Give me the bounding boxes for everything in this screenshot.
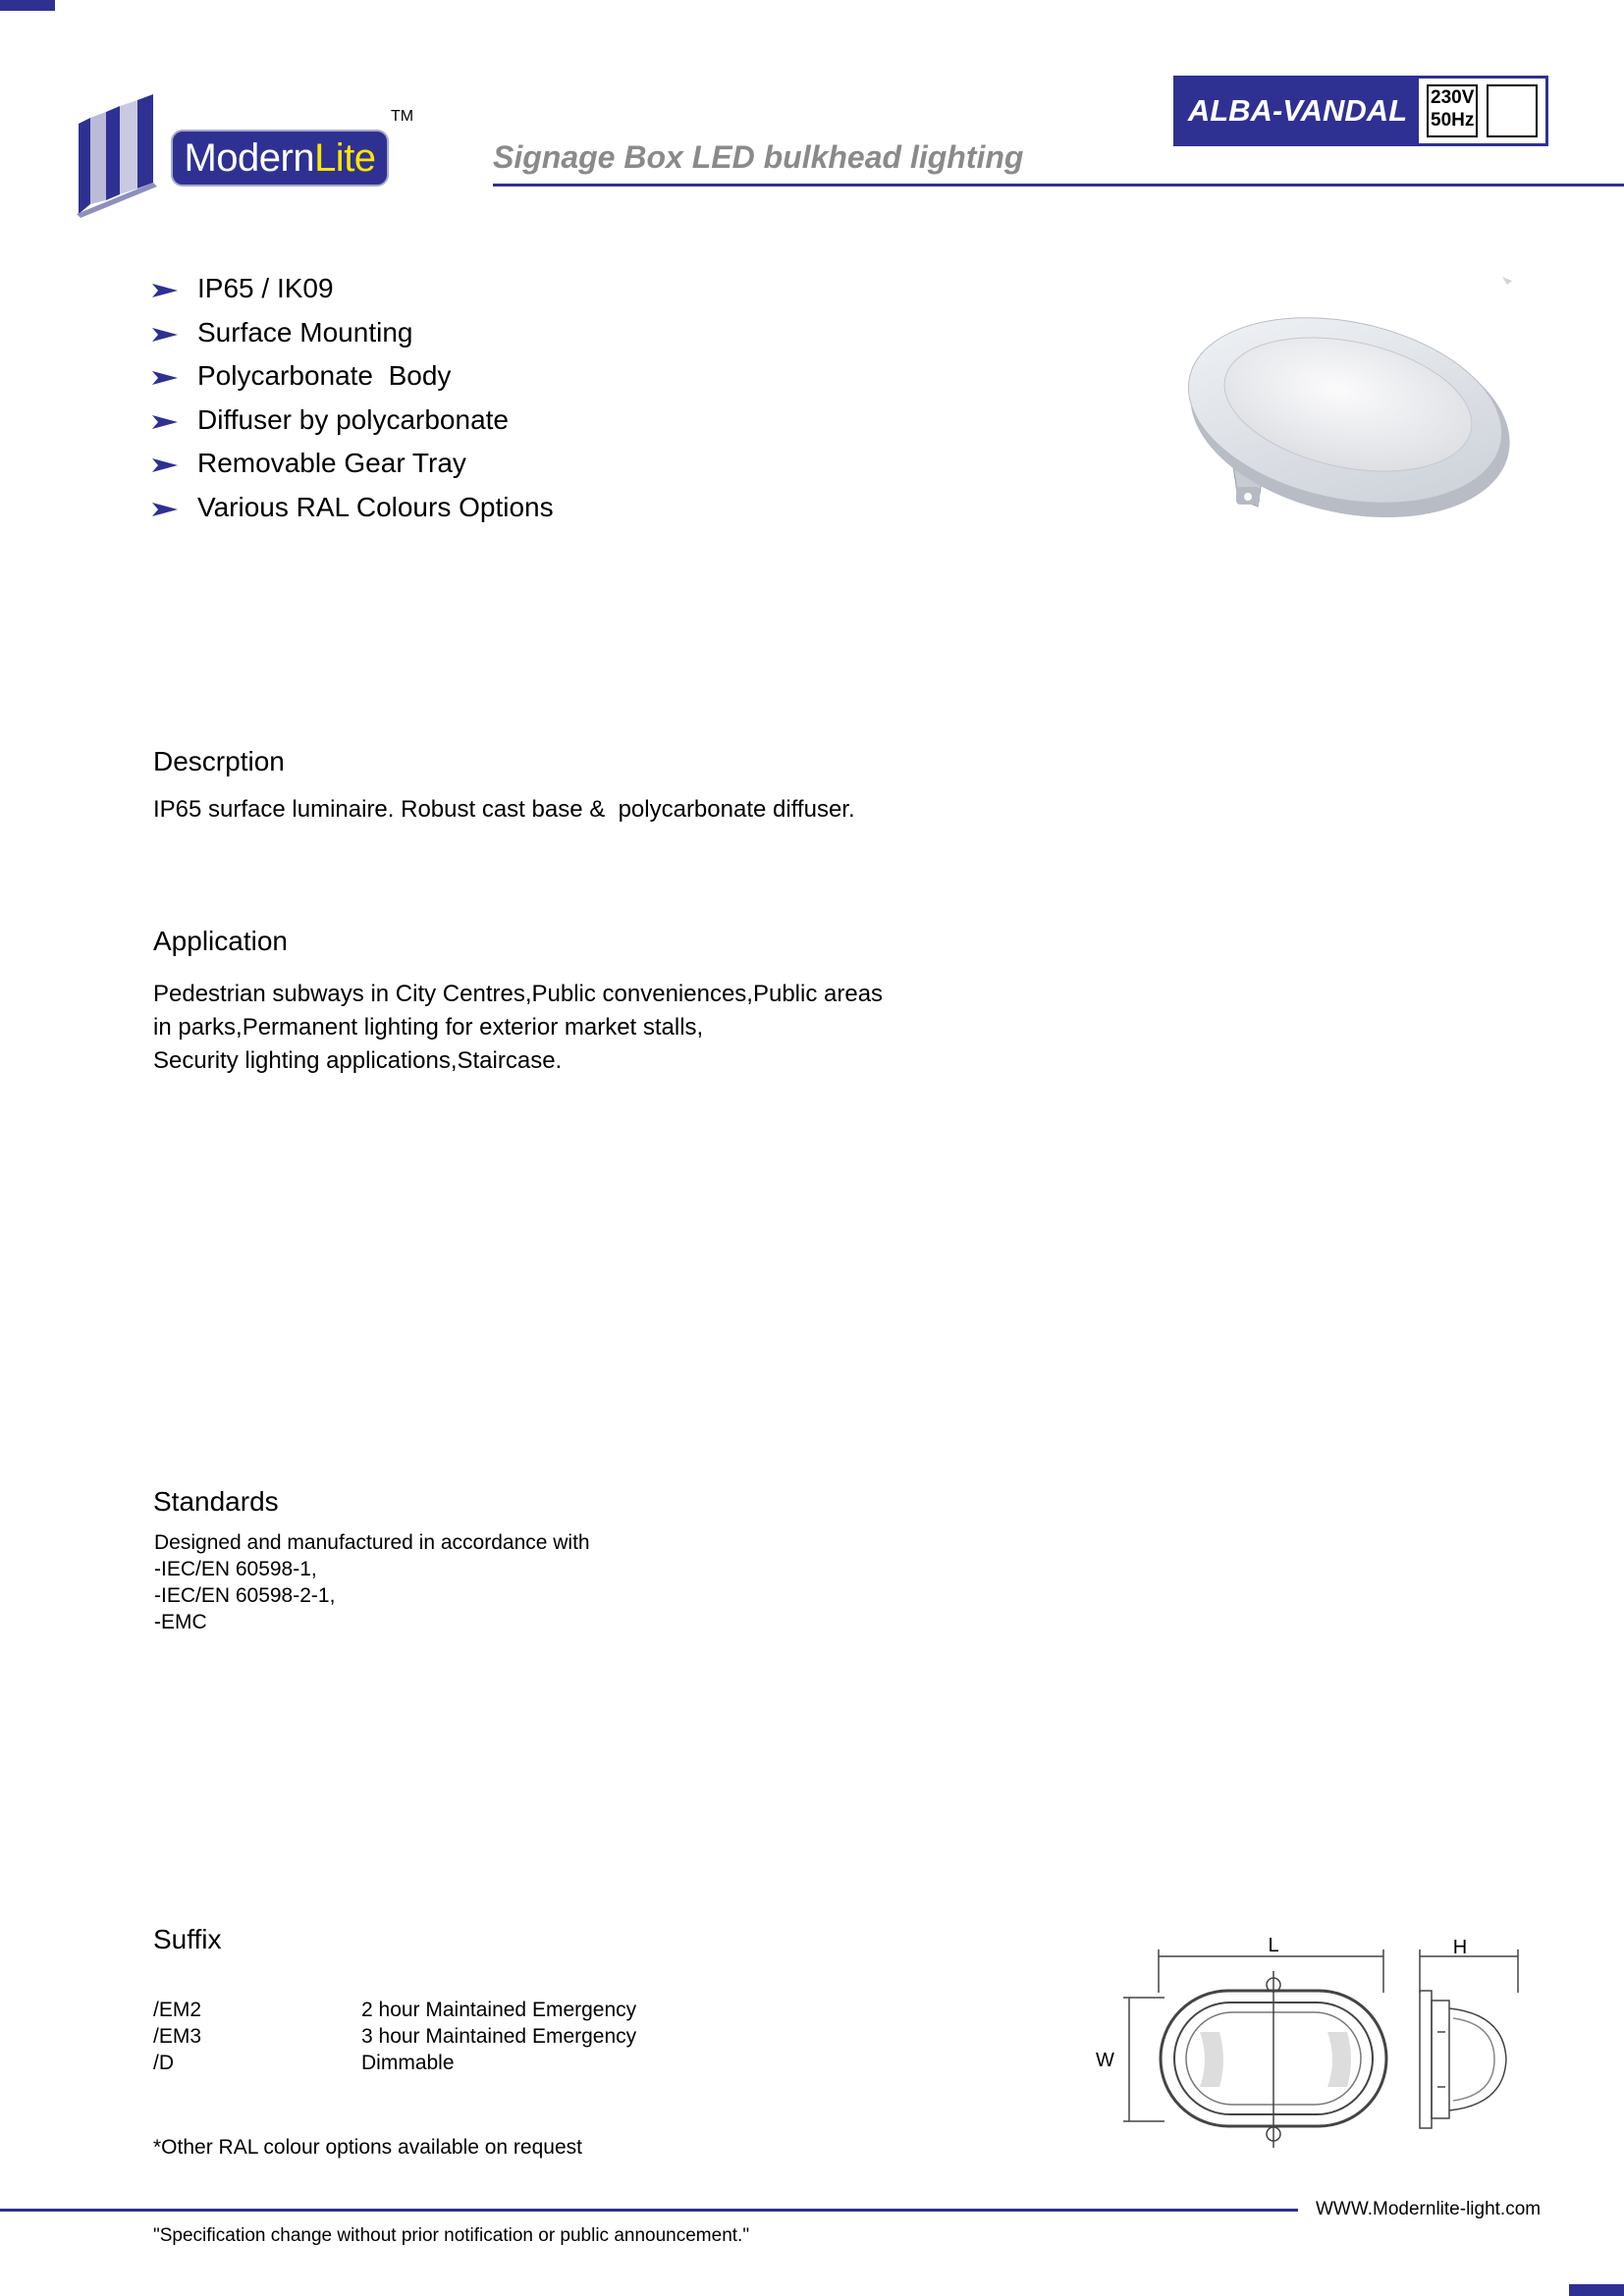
description-heading: Descrption — [153, 746, 285, 776]
standards-line: -IEC/EN 60598-2-1, — [154, 1584, 336, 1607]
model-badge — [1173, 76, 1548, 146]
suffix-row — [153, 2023, 703, 2050]
standards-line: Designed and manufactured in accordance with — [154, 1531, 590, 1554]
standards-line: -IEC/EN 60598-1, — [154, 1558, 317, 1580]
suffix-description: Dimmable — [361, 2052, 455, 2074]
suffix-row — [153, 2050, 703, 2076]
feature-text: Polycarbonate Body — [197, 360, 452, 392]
suffix-code: /EM2 — [153, 1999, 202, 2021]
header-divider — [493, 184, 1624, 187]
bullet-arrow-icon — [152, 317, 197, 348]
dimension-label-h: H — [1452, 1937, 1468, 1958]
voltage-label: 230V — [1431, 87, 1475, 108]
feature-text: Removable Gear Tray — [197, 448, 466, 479]
model-name: ALBA-VANDAL — [1176, 79, 1419, 143]
application-heading: Application — [153, 926, 288, 956]
standards-line: -EMC — [154, 1611, 207, 1633]
suffix-heading: Suffix — [153, 1924, 222, 1954]
feature-text: IP65 / IK09 — [197, 273, 334, 304]
suffix-code: /D — [153, 2052, 174, 2074]
bullet-arrow-icon — [152, 360, 197, 392]
brand-logo — [77, 94, 420, 222]
logo-bars-icon — [77, 94, 171, 222]
colour-note: *Other RAL colour options available on request — [153, 2136, 582, 2159]
bullet-arrow-icon — [152, 492, 197, 523]
suffix-row — [153, 1997, 703, 2023]
dimension-label-w: W — [1096, 2050, 1114, 2071]
logo-text-lite: Lite — [314, 136, 376, 180]
corner-accent-bottom — [1569, 2284, 1624, 2296]
standards-text — [154, 1529, 590, 1635]
feature-list — [152, 267, 554, 529]
feature-text: Surface Mounting — [197, 316, 413, 347]
bullet-arrow-icon — [152, 404, 197, 436]
suffix-description: 3 hour Maintained Emergency — [361, 2025, 637, 2048]
logo-wordmark — [171, 130, 389, 187]
suffix-table — [153, 1997, 703, 2079]
application-text — [153, 978, 883, 1078]
page-title: Signage Box LED bulkhead lighting — [493, 139, 1024, 175]
bullet-arrow-icon — [152, 273, 197, 304]
logo-text-modern: Modern — [184, 136, 315, 180]
feature-item — [152, 486, 554, 530]
dimension-label-l: L — [1268, 1935, 1279, 1956]
feature-item — [152, 267, 554, 311]
suffix-code: /EM3 — [153, 2025, 202, 2048]
description-text: IP65 surface luminaire. Robust cast base & polycarbonate diffuser. — [153, 796, 855, 823]
trademark-symbol: TM — [391, 108, 414, 125]
footer-divider — [0, 2209, 1298, 2212]
dimension-drawing — [1092, 1914, 1524, 2150]
standards-heading: Standards — [153, 1486, 279, 1517]
application-line: in parks,Permanent lighting for exterior market stalls, — [153, 1014, 704, 1041]
feature-text: Various RAL Colours Options — [197, 491, 554, 522]
website-link[interactable]: WWW.Modernlite-light.com — [1316, 2199, 1542, 2219]
voltage-box — [1427, 84, 1478, 137]
frequency-label: 50Hz — [1431, 110, 1475, 131]
application-line: Pedestrian subways in City Centres,Public conveniences,Public areas — [153, 981, 884, 1007]
corner-accent-top — [0, 0, 55, 11]
feature-item — [152, 399, 554, 443]
certification-box — [1487, 84, 1538, 137]
feature-item — [152, 311, 554, 355]
disclaimer-text: "Specification change without prior notification or public announcement." — [153, 2225, 750, 2246]
application-line: Security lighting applications,Staircase. — [153, 1047, 563, 1074]
feature-item — [152, 442, 554, 486]
product-photo — [1173, 263, 1527, 548]
suffix-description: 2 hour Maintained Emergency — [361, 1999, 637, 2021]
bullet-arrow-icon — [152, 448, 197, 479]
feature-text: Diffuser by polycarbonate — [197, 403, 509, 435]
feature-item — [152, 354, 554, 399]
